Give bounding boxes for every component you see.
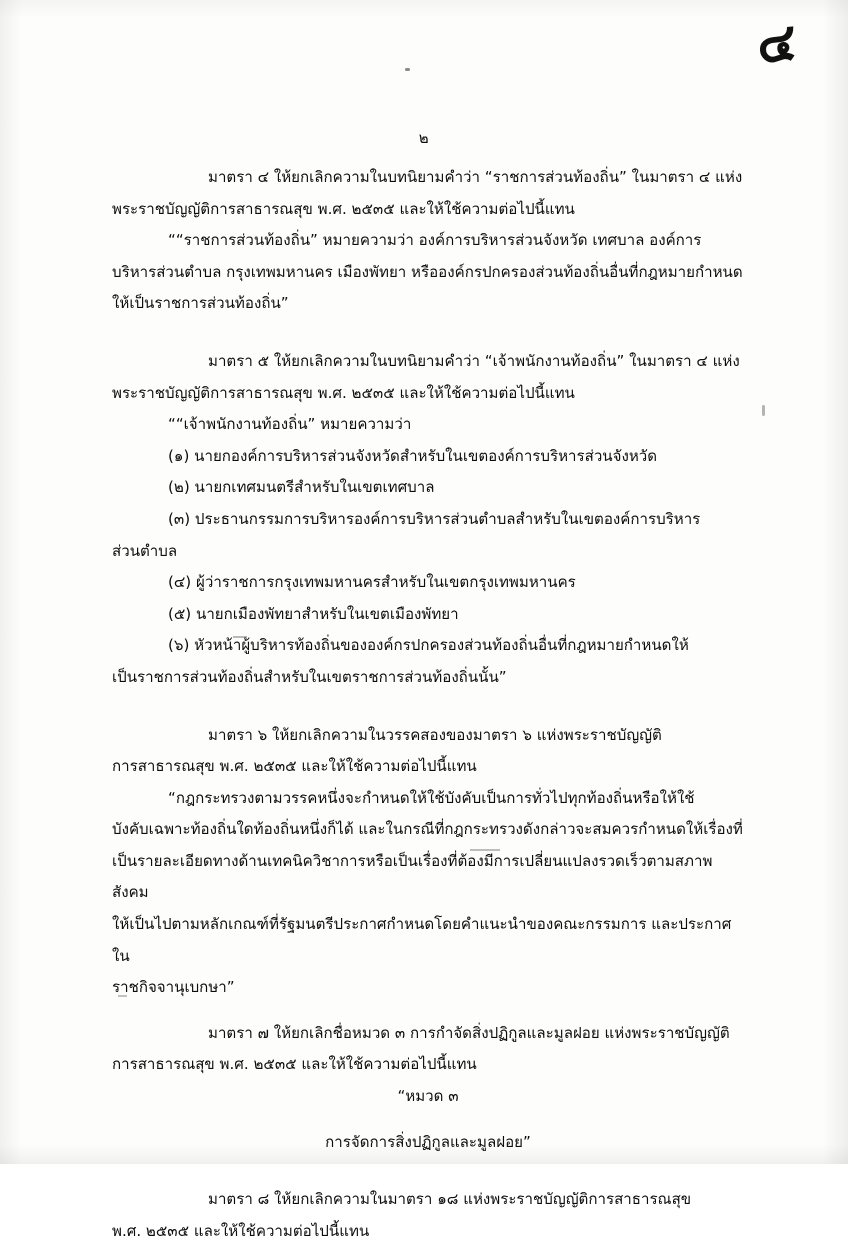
- section-7-line-1: มาตรา ๗ ให้ยกเลิกชื่อหมวด ๓ การกำจัดสิ่งปฏิกูลและมูลฝอย แห่งพระราชบัญญัติ: [208, 1023, 730, 1042]
- section-8-line-1: มาตรา ๘ ให้ยกเลิกความในมาตรา ๑๘ แห่งพระราชบัญญัติการสาธารณสุข: [208, 1190, 692, 1209]
- section-5-item-3: (๓) ประธานกรรมการบริหารองค์การบริหารส่วนตำบลสำหรับในเขตองค์การบริหาร: [168, 509, 701, 528]
- section-5-item-1: (๑) นายกองค์การบริหารส่วนจังหวัดสำหรับในเขตองค์การบริหารส่วนจังหวัด: [168, 446, 658, 465]
- section-6: [112, 720, 744, 1004]
- section-6-line-2: การสาธารณสุข พ.ศ. ๒๕๓๕ และให้ใช้ความต่อไปนี้แทน: [112, 757, 477, 776]
- section-5-line-2: พระราชบัญญัติการสาธารณสุข พ.ศ. ๒๕๓๕ และให้ใช้ความต่อไปนี้แทน: [112, 383, 575, 402]
- chapter-title: การจัดการสิ่งปฏิกูลและมูลฝอย”: [325, 1132, 531, 1151]
- section-5-line-1: มาตรา ๕ ให้ยกเลิกความในบทนิยามคำว่า “เจ้าพนักงานท้องถิ่น” ในมาตรา ๔ แห่ง: [208, 351, 740, 370]
- section-8: [112, 1184, 744, 1247]
- section-4: [112, 162, 744, 320]
- section-5-item-2: (๒) นายกเทศมนตรีสำหรับในเขตเทศบาล: [168, 478, 435, 497]
- paragraph-spacer: [112, 1004, 744, 1018]
- paragraph-spacer: [112, 1158, 744, 1184]
- section-6-line-6: ให้เป็นไปตามหลักเกณฑ์ที่รัฐมนตรีประกาศกำหนดโดยคำแนะนำของคณะกรรมการ และประกาศใน: [112, 915, 732, 965]
- section-5-line-3: ““เจ้าพนักงานท้องถิ่น” หมายความว่า: [168, 415, 412, 434]
- handwritten-page-mark: ๔: [753, 12, 800, 76]
- chapter-heading: “หมวด ๓: [397, 1087, 459, 1106]
- section-4-line-5: ให้เป็นราชการส่วนท้องถิ่น”: [112, 294, 289, 313]
- section-5-item-5: (๕) นายกเมืองพัทยาสำหรับในเขตเมืองพัทยา: [168, 604, 459, 623]
- paragraph-spacer: [112, 694, 744, 720]
- section-6-line-4: บังคับเฉพาะท้องถิ่นใดท้องถิ่นหนึ่งก็ได้ และในกรณีที่กฎกระทรวงดังกล่าวจะสมควรกำหนดให้เรื่องที่: [112, 820, 743, 839]
- scan-speck: [762, 405, 765, 416]
- section-5: [112, 346, 744, 694]
- section-4-line-4: บริหารส่วนตำบล กรุงเทพมหานคร เมืองพัทยา หรือองค์กรปกครองส่วนท้องถิ่นอื่นที่กฎหมายกำหนด: [112, 262, 743, 281]
- section-4-line-1: มาตรา ๔ ให้ยกเลิกความในบทนิยามคำว่า “ราชการส่วนท้องถิ่น” ในมาตรา ๔ แห่ง: [208, 168, 743, 186]
- section-6-line-5: เป็นรายละเอียดทางด้านเทคนิควิชาการหรือเป็นเรื่องที่ต้องมีการเปลี่ยนแปลงรวดเร็วตามสภาพสังคม: [112, 851, 713, 902]
- document-body: [112, 162, 744, 1247]
- page-number: ๒: [418, 129, 430, 147]
- paragraph-spacer: [112, 320, 744, 346]
- section-5-item-3-cont: ส่วนตำบล: [112, 541, 178, 560]
- section-5-item-4: (๔) ผู้ว่าราชการกรุงเทพมหานครสำหรับในเขตกรุงเทพมหานคร: [168, 573, 576, 592]
- heading-spacer: [112, 1113, 744, 1127]
- section-4-line-3: ““ราชการส่วนท้องถิ่น” หมายความว่า องค์การบริหารส่วนจังหวัด เทศบาล องค์การ: [168, 231, 702, 250]
- section-8-line-2: พ.ศ. ๒๕๓๕ และให้ใช้ความต่อไปนี้แทน: [112, 1221, 370, 1240]
- section-6-line-1: มาตรา ๖ ให้ยกเลิกความในวรรคสองของมาตรา ๖ แห่งพระราชบัญญัติ: [208, 725, 662, 744]
- section-7: [112, 1018, 744, 1158]
- section-5-item-6: (๖) หัวหน้าผู้บริหารท้องถิ่นขององค์กรปกครองส่วนท้องถิ่นอื่นที่กฎหมายกำหนดให้: [168, 636, 689, 655]
- section-4-line-2: พระราชบัญญัติการสาธารณสุข พ.ศ. ๒๕๓๕ และให้ใช้ความต่อไปนี้แทน: [112, 199, 575, 218]
- section-6-line-3: “กฎกระทรวงตามวรรคหนึ่งจะกำหนดให้ใช้บังคับเป็นการทั่วไปทุกท้องถิ่นหรือให้ใช้: [168, 788, 695, 807]
- section-7-line-2: การสาธารณสุข พ.ศ. ๒๕๓๕ และให้ใช้ความต่อไปนี้แทน: [112, 1055, 477, 1074]
- section-5-item-6-cont: เป็นราชการส่วนท้องถิ่นสำหรับในเขตราชการส่วนท้องถิ่นนั้น”: [112, 667, 507, 686]
- scan-speck: [405, 68, 410, 71]
- section-6-line-7: ราชกิจจานุเบกษา”: [112, 978, 235, 997]
